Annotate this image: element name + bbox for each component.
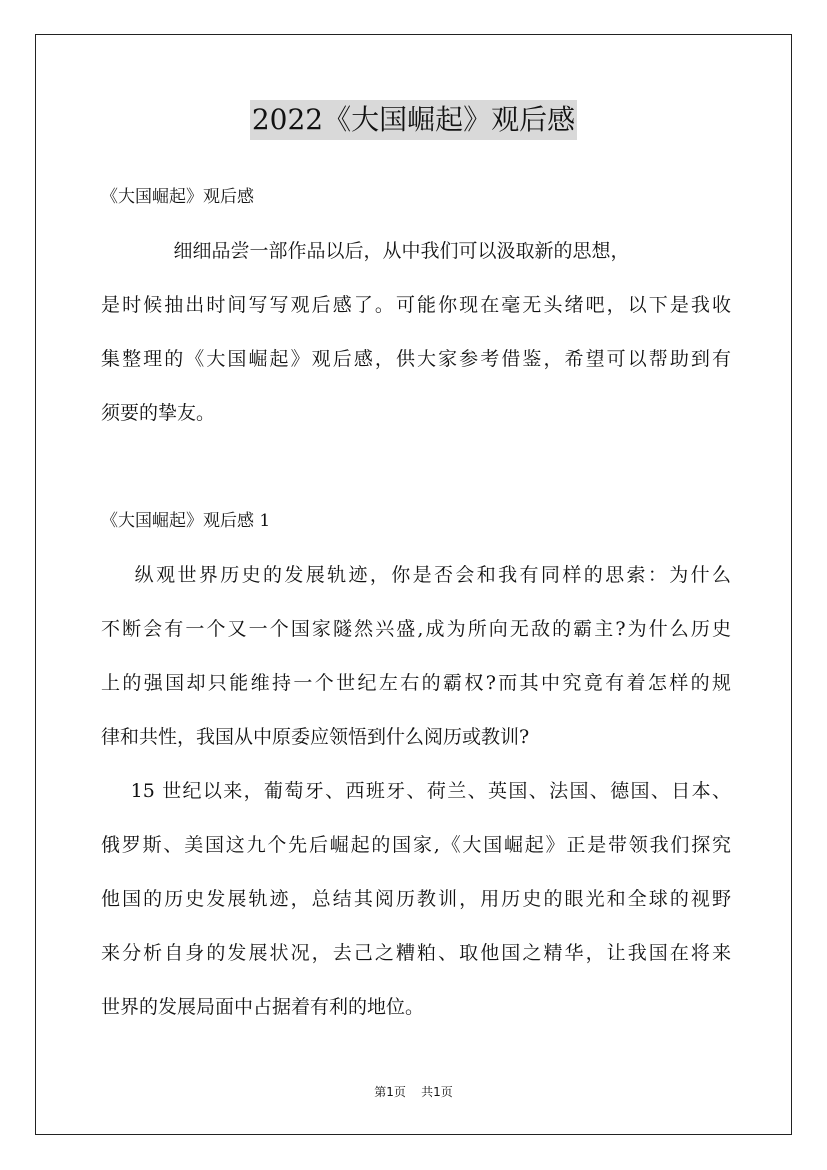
section-title: 《大国崛起》观后感 1 bbox=[101, 511, 271, 531]
para2-line-5: 世界的发展局面中占据着有利的地位。 bbox=[101, 996, 425, 1018]
document-title: 2022《大国崛起》观后感 bbox=[250, 100, 577, 140]
heading: 《大国崛起》观后感 bbox=[101, 187, 254, 207]
title-container bbox=[0, 100, 827, 140]
page-footer bbox=[0, 1083, 827, 1100]
intro-line-1: 细细品尝一部作品以后，从中我们可以汲取新的思想， bbox=[101, 240, 630, 262]
para1-line-3: 上的强国却只能维持一个世纪左右的霸权?而其中究竟有着怎样的规 bbox=[101, 672, 731, 694]
intro-line-4: 须要的挚友。 bbox=[101, 402, 216, 424]
para1-line-2: 不断会有一个又一个国家隧然兴盛,成为所向无敌的霸主?为什么历史 bbox=[101, 618, 731, 640]
page-total: 共1页 bbox=[421, 1085, 453, 1099]
page-number: 第1页 bbox=[374, 1085, 406, 1099]
para2-line-2: 俄罗斯、美国这九个先后崛起的国家,《大国崛起》正是带领我们探究 bbox=[101, 834, 731, 856]
para1-line-4: 律和共性，我国从中原委应领悟到什么阅历或教训? bbox=[101, 726, 530, 748]
para2-line-1: 15 世纪以来，葡萄牙、西班牙、荷兰、英国、法国、德国、日本、 bbox=[101, 780, 731, 802]
intro-line-3: 集整理的《大国崛起》观后感，供大家参考借鉴，希望可以帮助到有 bbox=[101, 348, 731, 370]
para2-line-3: 他国的历史发展轨迹，总结其阅历教训，用历史的眼光和全球的视野 bbox=[101, 888, 731, 910]
spacer bbox=[101, 440, 731, 494]
para2-line-4: 来分析自身的发展状况，去己之糟粕、取他国之精华，让我国在将来 bbox=[101, 942, 731, 964]
para1-line-1: 纵观世界历史的发展轨迹，你是否会和我有同样的思索：为什么 bbox=[101, 564, 731, 586]
intro-line-2: 是时候抽出时间写写观后感了。可能你现在毫无头绪吧，以下是我收 bbox=[101, 294, 731, 316]
document-body bbox=[101, 170, 731, 1034]
